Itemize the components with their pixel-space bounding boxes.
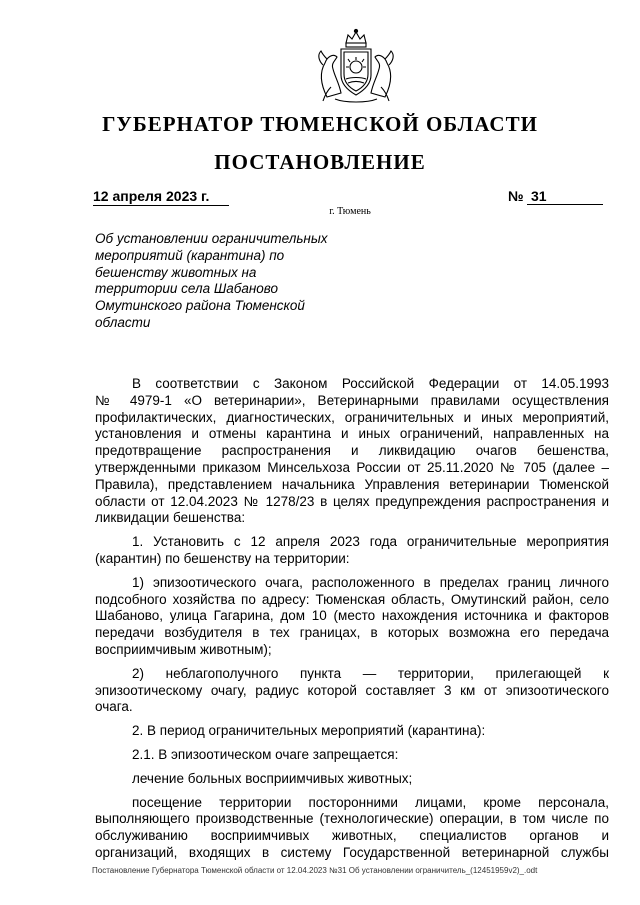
text-line: передачи возбудителя в тех границах, в которых возможна его передача [95,625,609,641]
text-line: выполняющего производственные (технологические) операции, в том числе по [95,811,609,827]
subject-line: области [95,314,151,330]
text-line: ликвидации бешенства: [95,510,246,526]
item-2-paragraph [95,723,609,740]
subject-line: Об установлении ограничительных [95,231,328,246]
text-line: утвержденными приказом Минсельхоза России от 25.11.2020 № 705 (далее – [95,459,609,475]
text-line: профилактических, диагностических, ограничительных и иных мероприятий, [95,409,609,425]
item-1-1-paragraph [95,575,609,659]
preamble-paragraph [95,376,609,527]
document-number-label: № [508,188,524,204]
document-type: ПОСТАНОВЛЕНИЕ [214,150,426,174]
governor-title: ГУБЕРНАТОР ТЮМЕНСКОЙ ОБЛАСТИ [102,112,538,136]
item-1-paragraph [95,534,609,568]
text-line: Правила), представлением начальника Управления ветеринарии Тюменской [95,476,609,492]
text-line: установления и отмены карантина и иных ограничений, направленных на [95,426,609,442]
text-line: 2.1. В эпизоотическом очаге запрещается: [132,746,399,762]
text-line: 1. Установить с 12 апреля 2023 года ограничительные мероприятия [132,534,609,550]
city-name: г. Тюмень [329,206,371,217]
item-1-2-paragraph [95,666,609,716]
item-2-1-paragraph [95,747,609,764]
subject-line: территории села Шабаново [95,281,279,297]
coat-of-arms-icon [313,27,399,105]
item-2-1-a-paragraph [95,771,609,788]
text-line: обслуживанию восприимчивых животных, специалистов органов и [95,828,609,844]
text-line: Шабаново, улица Гагарина, дом 10 (место нахождения источника и факторов [95,608,609,624]
text-line: В соответствии с Законом Российской Федерации от 14.05.1993 [132,376,609,391]
subject-line: бешенству животных на [95,264,257,280]
text-line: области от 12.04.2023 № 1278/23 в целях предупреждения распространения и [95,493,609,509]
text-line: лечение больных восприимчивых животных; [132,770,413,786]
text-line: предотвращение распространения и ликвидацию очагов бешенства, [95,443,609,459]
text-line: очага. [95,699,133,715]
subject-line: мероприятий (карантина) по [95,247,285,263]
text-line: подсобного хозяйства по адресу: Тюменская область, Омутинский район, село [95,591,609,607]
text-line: 1) эпизоотического очага, расположенного в пределах границ личного [132,574,609,590]
text-line: восприимчивым животным); [95,641,272,657]
item-2-1-b-paragraph [95,795,609,862]
text-line: 2) неблагополучного пункта — территории, прилегающей к [132,665,609,681]
text-line: организаций, входящих в систему Государственной ветеринарной службы [95,844,609,860]
document-subject [95,231,347,332]
document-body [95,376,609,862]
document-date: 12 апреля 2023 г. [93,188,229,206]
text-line: (карантин) по бешенству на территории: [95,550,350,566]
text-line: эпизоотическому очагу, радиус которой составляет 3 км от эпизоотического [95,682,609,698]
text-line: 2. В период ограничительных мероприятий (карантина): [132,723,486,739]
text-line: № 4979-1 «О ветеринарии», Ветеринарными правилами осуществления [95,392,609,408]
file-footer: Постановление Губернатора Тюменской области от 12.04.2023 №31 Об установлении ограничитель_(12451959v2)_.odt [92,866,538,875]
subject-line: Омутинского района Тюменской [95,298,305,314]
text-line: посещение территории посторонними лицами, кроме персонала, [132,794,609,810]
document-number: 31 [527,188,603,205]
